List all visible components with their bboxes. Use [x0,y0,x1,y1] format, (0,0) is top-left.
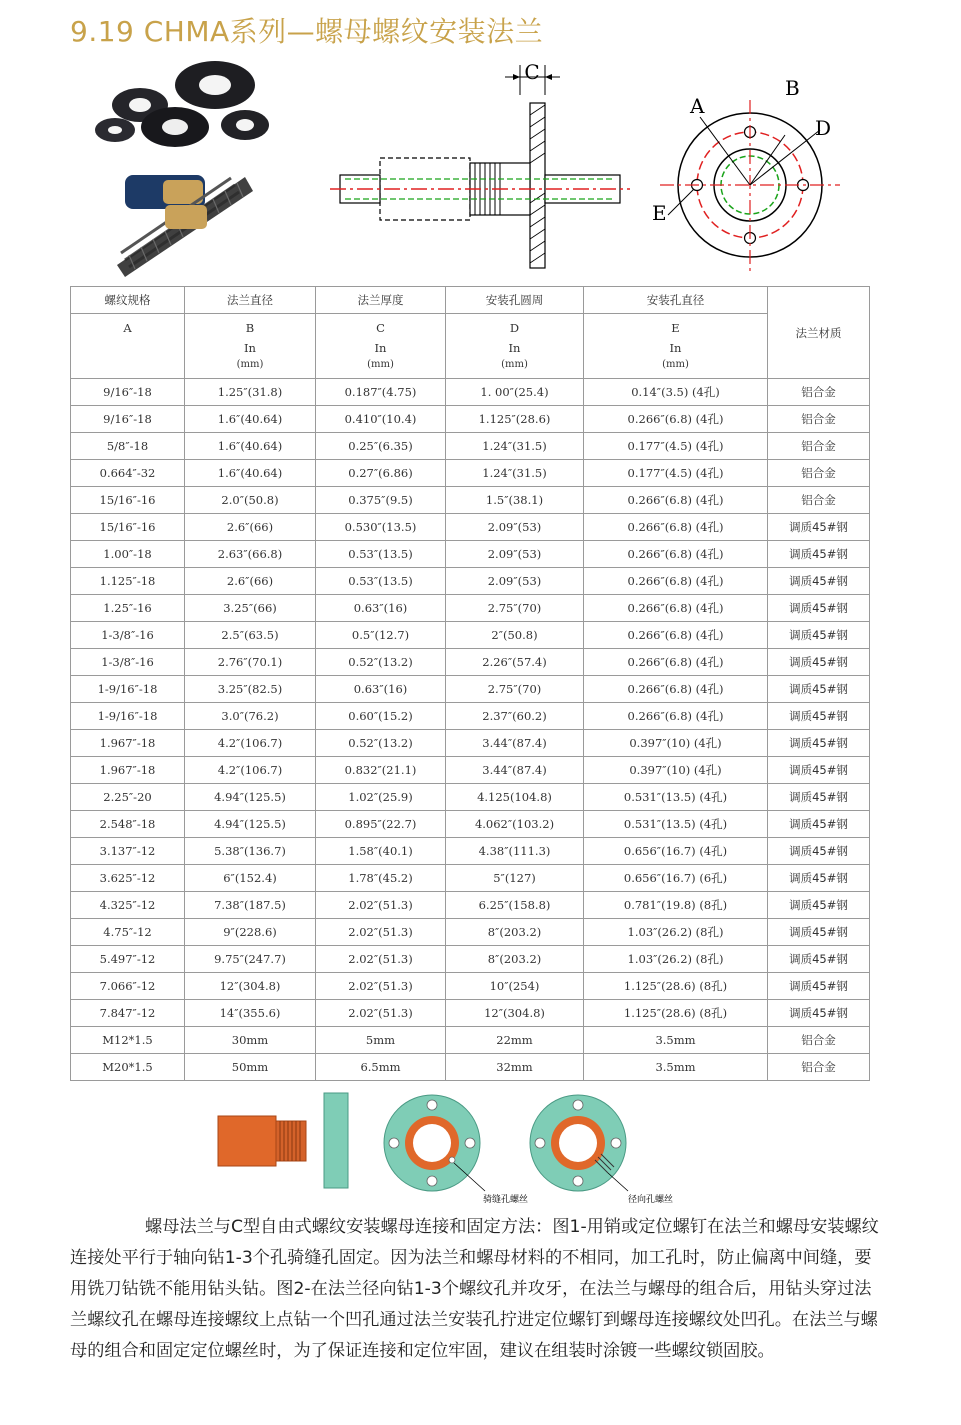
table-cell: 调质45#钢 [768,703,870,730]
table-cell: 14″(355.6) [185,1000,316,1027]
table-row [71,487,870,514]
table-cell: 2.02″(51.3) [316,1000,446,1027]
table-row [71,973,870,1000]
table-cell: 4.125(104.8) [446,784,584,811]
table-row [71,838,870,865]
table-cell: 0.656″(16.7) (4孔) [584,838,768,865]
table-cell: 铝合金 [768,406,870,433]
header-hole-diameter: 安装孔直径 [584,287,768,314]
table-cell: 0.53″(13.5) [316,541,446,568]
table-cell: 调质45#钢 [768,649,870,676]
table-cell: 1.25″-16 [71,595,185,622]
table-cell: 调质45#钢 [768,595,870,622]
description-paragraph [70,1212,880,1367]
table-cell: 铝合金 [768,1054,870,1081]
table-cell: 0.895″(22.7) [316,811,446,838]
table-cell: 0.397″(10) (4孔) [584,757,768,784]
table-cell: 0.832″(21.1) [316,757,446,784]
table-cell: 铝合金 [768,487,870,514]
table-cell: M20*1.5 [71,1054,185,1081]
table-cell: 0.266″(6.8) (4孔) [584,406,768,433]
table-row [71,784,870,811]
table-cell: 1.03″(26.2) (8孔) [584,946,768,973]
table-cell: 4.38″(111.3) [446,838,584,865]
table-cell: 3.25″(82.5) [185,676,316,703]
flange-side-part [324,1093,348,1188]
table-cell: M12*1.5 [71,1027,185,1054]
table-cell: 0.410″(10.4) [316,406,446,433]
table-cell: 2.09″(53) [446,541,584,568]
table-cell: 1.6″(40.64) [185,406,316,433]
label-b: B [785,76,800,100]
side-view-drawing [325,55,635,280]
table-cell: 3.137″-12 [71,838,185,865]
table-cell: 调质45#钢 [768,1000,870,1027]
table-cell: 1.25″(31.8) [185,379,316,406]
sub-header-a: A [71,314,185,379]
table-cell: 1-9/16″-18 [71,703,185,730]
header-material: 法兰材质 [768,287,870,379]
table-cell: 2.75″(70) [446,676,584,703]
table-cell: 1.24″(31.5) [446,433,584,460]
sub-header-b: B In (mm) [185,314,316,379]
table-cell: 调质45#钢 [768,811,870,838]
table-cell: 2.25″-20 [71,784,185,811]
table-row [71,649,870,676]
table-cell: 1.03″(26.2) (8孔) [584,919,768,946]
table-cell: 2″(50.8) [446,622,584,649]
table-row [71,541,870,568]
table-row [71,433,870,460]
description-text: 螺母法兰与C型自由式螺纹安装螺母连接和固定方法：图1-用销或定位螺钉在法兰和螺母安装螺纹连接处平行于轴向钻1-3个孔骑缝孔固定。因为法兰和螺母材料的不相同，加工孔时，防止偏离中间缝，要用铣刀钻铣不能用钻头钻。图2-在法兰径向钻1-3个螺纹孔并攻牙，在法兰与螺母的组合后，用钻头穿过法兰螺纹孔在螺母连接螺纹上点钻一个凹孔通过法兰安装孔拧进定位螺钉到螺母连接螺纹处凹孔。在法兰与螺母的组合和固定定位螺丝时，为了保证连接和定位牢固，建议在组装时涂镀一些螺纹锁固胶。 [70,1217,879,1361]
table-cell: 1.967″-18 [71,757,185,784]
table-row [71,406,870,433]
table-cell: 1. 00″(25.4) [446,379,584,406]
table-cell: 0.266″(6.8) (4孔) [584,676,768,703]
table-cell: 1.24″(31.5) [446,460,584,487]
table-cell: 2.09″(53) [446,568,584,595]
table-cell: 调质45#钢 [768,865,870,892]
table-cell: 0.656″(16.7) (6孔) [584,865,768,892]
table-cell: 0.187″(4.75) [316,379,446,406]
table-cell: 1-3/8″-16 [71,649,185,676]
table-cell: 0.14″(3.5) (4孔) [584,379,768,406]
table-cell: 调质45#钢 [768,892,870,919]
table-cell: 0.266″(6.8) (4孔) [584,487,768,514]
table-row [71,811,870,838]
table-cell: 3.44″(87.4) [446,757,584,784]
table-cell: 8″(203.2) [446,919,584,946]
table-cell: 7.38″(187.5) [185,892,316,919]
table-body [71,379,870,1081]
table-cell: 铝合金 [768,379,870,406]
table-cell: 铝合金 [768,1027,870,1054]
table-cell: 1.6″(40.64) [185,460,316,487]
table-cell: 0.63″(16) [316,676,446,703]
table-cell: 9″(228.6) [185,919,316,946]
table-subheader-row [71,314,870,379]
sub-header-e: E In (mm) [584,314,768,379]
table-cell: 0.52″(13.2) [316,730,446,757]
header-diameter: 法兰直径 [185,287,316,314]
table-cell: 0.266″(6.8) (4孔) [584,568,768,595]
table-cell: 0.25″(6.35) [316,433,446,460]
table-cell: 0.664″-32 [71,460,185,487]
table-cell: 4.75″-12 [71,919,185,946]
table-cell: 0.52″(13.2) [316,649,446,676]
table-cell: 9.75″(247.7) [185,946,316,973]
fig2-label: 径向孔螺丝 [628,1195,674,1205]
table-cell: 2.6″(66) [185,568,316,595]
table-cell: 12″(304.8) [185,973,316,1000]
table-cell: 4.062″(103.2) [446,811,584,838]
table-cell: 15/16″-16 [71,487,185,514]
nut-part [218,1116,306,1166]
table-cell: 1.967″-18 [71,730,185,757]
table-cell: 调质45#钢 [768,784,870,811]
table-cell: 2.76″(70.1) [185,649,316,676]
table-cell: 0.5″(12.7) [316,622,446,649]
table-cell: 4.2″(106.7) [185,730,316,757]
table-cell: 3.5mm [584,1027,768,1054]
table-cell: 2.02″(51.3) [316,973,446,1000]
table-cell: 调质45#钢 [768,514,870,541]
table-cell: 1.58″(40.1) [316,838,446,865]
spec-table [70,286,870,1081]
sub-header-c: C In (mm) [316,314,446,379]
table-cell: 3.625″-12 [71,865,185,892]
table-row [71,730,870,757]
table-cell: 1.125″(28.6) (8孔) [584,973,768,1000]
table-row [71,865,870,892]
table-cell: 6.25″(158.8) [446,892,584,919]
assembly-illustration [210,1088,710,1208]
table-cell: 2.37″(60.2) [446,703,584,730]
table-cell: 0.60″(15.2) [316,703,446,730]
table-cell: 0.266″(6.8) (4孔) [584,541,768,568]
table-row [71,703,870,730]
table-cell: 1.00″-18 [71,541,185,568]
table-cell: 1-3/8″-16 [71,622,185,649]
flange-rings-photo [95,61,269,147]
table-cell: 4.94″(125.5) [185,811,316,838]
table-cell: 2.09″(53) [446,514,584,541]
table-cell: 0.375″(9.5) [316,487,446,514]
table-cell: 0.266″(6.8) (4孔) [584,595,768,622]
table-cell: 2.5″(63.5) [185,622,316,649]
table-row [71,595,870,622]
page-title: 9.19 CHMA系列—螺母螺纹安装法兰 [70,15,544,48]
table-cell: 3.44″(87.4) [446,730,584,757]
table-cell: 1.5″(38.1) [446,487,584,514]
table-header-row [71,287,870,314]
fig2-flange [530,1095,673,1205]
label-d: D [815,116,832,140]
table-row [71,946,870,973]
table-row [71,622,870,649]
front-view-drawing [650,75,850,285]
table-cell: 0.397″(10) (4孔) [584,730,768,757]
table-cell: 3.5mm [584,1054,768,1081]
table-cell: 1.02″(25.9) [316,784,446,811]
fig1-flange [384,1095,528,1205]
table-cell: 6″(152.4) [185,865,316,892]
label-c: C [524,60,540,84]
table-cell: 调质45#钢 [768,757,870,784]
table-cell: 调质45#钢 [768,973,870,1000]
table-cell: 铝合金 [768,460,870,487]
table-row [71,379,870,406]
table-cell: 4.94″(125.5) [185,784,316,811]
table-cell: 3.0″(76.2) [185,703,316,730]
table-cell: 7.066″-12 [71,973,185,1000]
table-cell: 0.63″(16) [316,595,446,622]
table-cell: 调质45#钢 [768,568,870,595]
header-thickness: 法兰厚度 [316,287,446,314]
table-cell: 4.325″-12 [71,892,185,919]
table-row [71,514,870,541]
table-cell: 5″(127) [446,865,584,892]
header-thread: 螺纹规格 [71,287,185,314]
table-cell: 1.125″(28.6) (8孔) [584,1000,768,1027]
table-cell: 调质45#钢 [768,676,870,703]
table-cell: 2.26″(57.4) [446,649,584,676]
table-cell: 32mm [446,1054,584,1081]
table-cell: 调质45#钢 [768,730,870,757]
table-cell: 2.63″(66.8) [185,541,316,568]
table-cell: 50mm [185,1054,316,1081]
table-cell: 铝合金 [768,433,870,460]
table-row [71,568,870,595]
table-cell: 0.53″(13.5) [316,568,446,595]
table-cell: 30mm [185,1027,316,1054]
table-cell: 2.6″(66) [185,514,316,541]
table-cell: 5.497″-12 [71,946,185,973]
table-cell: 10″(254) [446,973,584,1000]
table-cell: 5/8″-18 [71,433,185,460]
table-cell: 调质45#钢 [768,946,870,973]
table-cell: 2.02″(51.3) [316,946,446,973]
table-cell: 5.38″(136.7) [185,838,316,865]
table-cell: 1-9/16″-18 [71,676,185,703]
table-cell: 0.266″(6.8) (4孔) [584,514,768,541]
table-cell: 1.6″(40.64) [185,433,316,460]
label-a: A [690,94,705,118]
table-cell: 0.27″(6.86) [316,460,446,487]
table-row [71,757,870,784]
table-cell: 2.02″(51.3) [316,892,446,919]
table-cell: 1.125″(28.6) [446,406,584,433]
table-cell: 8″(203.2) [446,946,584,973]
table-cell: 0.266″(6.8) (4孔) [584,703,768,730]
table-cell: 5mm [316,1027,446,1054]
table-cell: 1.78″(45.2) [316,865,446,892]
table-cell: 调质45#钢 [768,541,870,568]
table-row [71,892,870,919]
header-bolt-circle: 安装孔圆周 [446,287,584,314]
table-cell: 2.75″(70) [446,595,584,622]
table-cell: 0.177″(4.5) (4孔) [584,433,768,460]
table-cell: 0.177″(4.5) (4孔) [584,460,768,487]
table-cell: 调质45#钢 [768,838,870,865]
table-cell: 0.266″(6.8) (4孔) [584,622,768,649]
table-cell: 9/16″-18 [71,406,185,433]
table-cell: 调质45#钢 [768,622,870,649]
table-cell: 1.125″-18 [71,568,185,595]
table-row [71,460,870,487]
table-cell: 0.530″(13.5) [316,514,446,541]
table-cell: 0.531″(13.5) (4孔) [584,784,768,811]
table-cell: 2.548″-18 [71,811,185,838]
table-cell: 9/16″-18 [71,379,185,406]
sub-header-d: D In (mm) [446,314,584,379]
product-photo [85,55,285,280]
table-cell: 22mm [446,1027,584,1054]
table-cell: 0.781″(19.8) (8孔) [584,892,768,919]
table-cell: 2.0″(50.8) [185,487,316,514]
table-cell: 2.02″(51.3) [316,919,446,946]
label-e: E [652,201,667,225]
table-cell: 7.847″-12 [71,1000,185,1027]
table-cell: 12″(304.8) [446,1000,584,1027]
table-cell: 4.2″(106.7) [185,757,316,784]
table-row [71,1054,870,1081]
table-cell: 0.531″(13.5) (4孔) [584,811,768,838]
table-row [71,919,870,946]
table-cell: 3.25″(66) [185,595,316,622]
table-row [71,1027,870,1054]
leadscrew-nut-photo [117,175,253,277]
fig1-label: 骑缝孔螺丝 [483,1195,529,1205]
table-cell: 15/16″-16 [71,514,185,541]
table-cell: 调质45#钢 [768,919,870,946]
table-row [71,1000,870,1027]
table-cell: 6.5mm [316,1054,446,1081]
table-cell: 0.266″(6.8) (4孔) [584,649,768,676]
table-row [71,676,870,703]
